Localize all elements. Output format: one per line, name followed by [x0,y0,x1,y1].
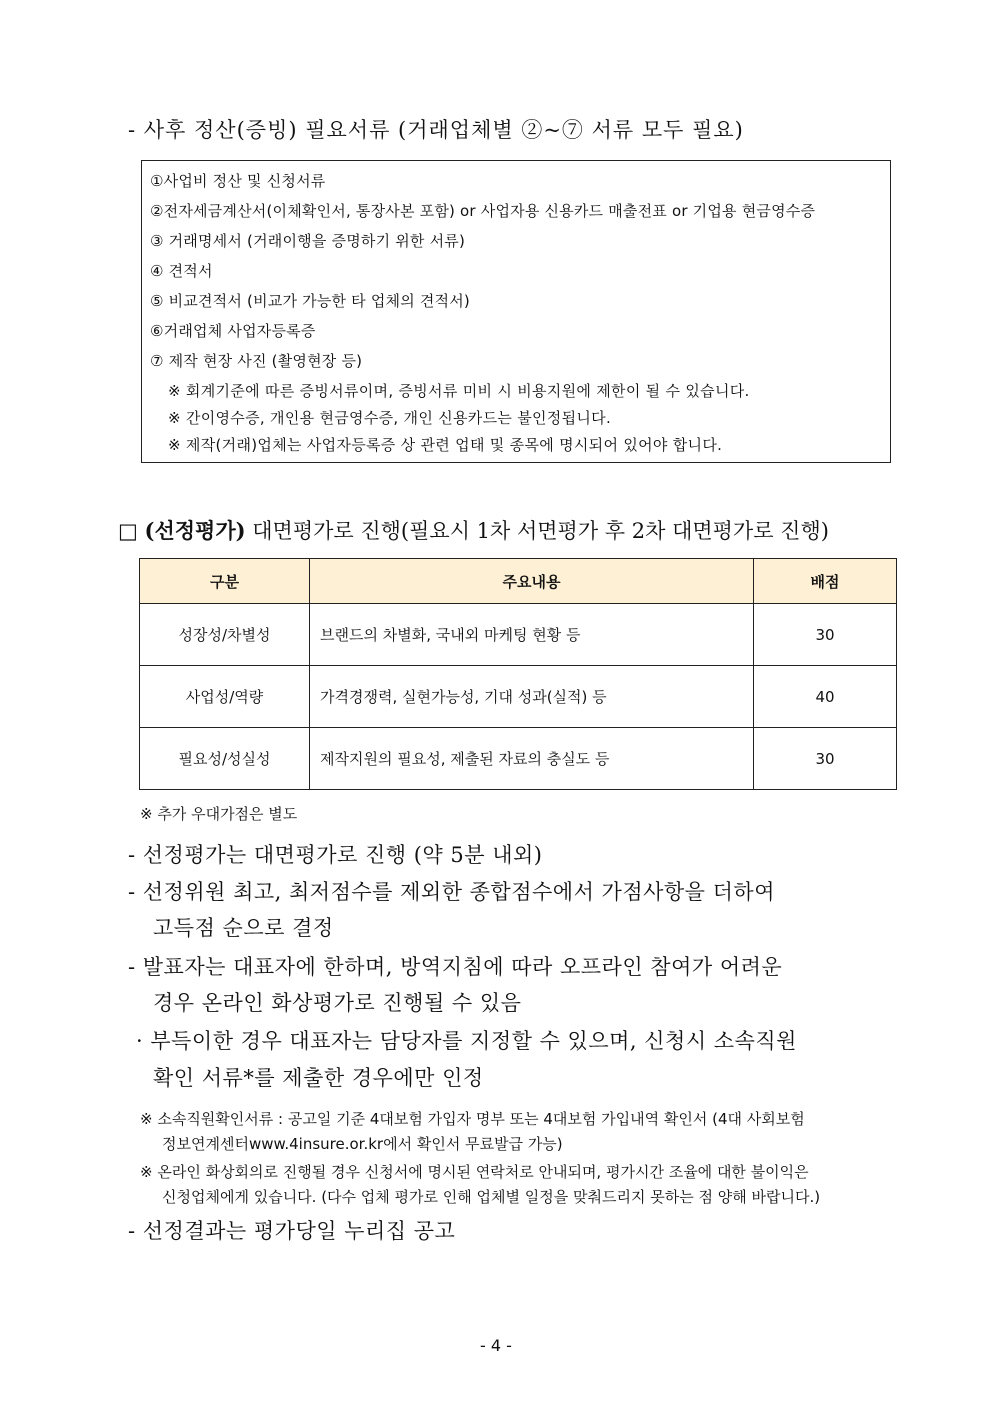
bullet-results: - 선정결과는 평가당일 누리집 공고 [128,1219,456,1243]
footnote-online-cont: 신청업체에게 있습니다. (다수 업체 평가로 인해 업체별 일정을 맞춰드리지 못하는 점 양해 바랍니다.) [162,1188,821,1206]
table-cell-score: 30 [754,604,897,666]
document-note: ※ 회계기준에 따른 증빙서류이며, 증빙서류 미비 시 비용지원에 제한이 될 수 있습니다. [168,382,750,400]
table-cell-score: 40 [754,666,897,728]
document-item: ⑦ 제작 현장 사진 (촬영현장 등) [150,352,363,370]
document-item: ⑥거래업체 사업자등록증 [150,322,316,340]
table-note: ※ 추가 우대가점은 별도 [140,805,298,823]
bullet-scoring-cont: 고득점 순으로 결정 [153,916,334,940]
bullet-presenter-cont: 경우 온라인 화상평가로 진행될 수 있음 [153,991,522,1015]
document-item: ③ 거래명세서 (거래이행을 증명하기 위한 서류) [150,232,466,250]
document-item: ④ 견적서 [150,262,213,280]
table-header-row [140,559,897,604]
footnote-online: ※ 온라인 화상회의로 진행될 경우 신청서에 명시된 연락처로 안내되며, 평가시간 조율에 대한 불이익은 [140,1163,809,1181]
required-documents-box [141,160,891,463]
selection-title-rest: 대면평가로 진행(필요시 1차 서면평가 후 2차 대면평가로 진행) [252,519,829,543]
document-note: ※ 제작(거래)업체는 사업자등록증 상 관련 업태 및 종목에 명시되어 있어야 합니다. [168,436,723,454]
post-settlement-heading: - 사후 정산(증빙) 필요서류 (거래업체별 ②~⑦ 서류 모두 필요) [128,118,744,142]
footnote-staff-docs-cont: 정보연계센터www.4insure.or.kr에서 확인서 무료발급 가능) [162,1135,563,1153]
document-item: ①사업비 정산 및 신청서류 [150,172,326,190]
table-cell-category: 필요성/성실성 [140,728,310,790]
bullet-face-to-face: - 선정평가는 대면평가로 진행 (약 5분 내외) [128,843,543,867]
selection-section-title [118,515,829,545]
table-header-score: 배점 [754,559,897,604]
table-cell-content: 브랜드의 차별화, 국내외 마케팅 현황 등 [310,604,754,666]
table-cell-content: 제작지원의 필요성, 제출된 자료의 충실도 등 [310,728,754,790]
bullet-scoring: - 선정위원 최고, 최저점수를 제외한 종합점수에서 가점사항을 더하여 [128,880,776,904]
bullet-delegate-cont: 확인 서류*를 제출한 경우에만 인정 [153,1066,484,1090]
page-number: - 4 - [480,1336,512,1355]
table-cell-content: 가격경쟁력, 실현가능성, 기대 성과(실적) 등 [310,666,754,728]
bullet-delegate: · 부득이한 경우 대표자는 담당자를 지정할 수 있으며, 신청시 소속직원 [136,1029,797,1053]
document-item: ⑤ 비교견적서 (비교가 가능한 타 업체의 견적서) [150,292,470,310]
document-note: ※ 간이영수증, 개인용 현금영수증, 개인 신용카드는 불인정됩니다. [168,409,612,427]
table-row [140,604,897,666]
selection-title-bold: (선정평가) [144,518,246,543]
table-cell-category: 성장성/차별성 [140,604,310,666]
evaluation-table [139,558,897,790]
table-cell-score: 30 [754,728,897,790]
checkbox-glyph: □ [118,519,138,543]
document-item: ②전자세금계산서(이체확인서, 통장사본 포함) or 사업자용 신용카드 매출전표 or 기업용 현금영수증 [150,202,816,220]
footnote-staff-docs: ※ 소속직원확인서류 : 공고일 기준 4대보험 가입자 명부 또는 4대보험 가입내역 확인서 (4대 사회보험 [140,1110,805,1128]
table-row [140,666,897,728]
bullet-presenter: - 발표자는 대표자에 한하며, 방역지침에 따라 오프라인 참여가 어려운 [128,955,783,979]
table-cell-category: 사업성/역량 [140,666,310,728]
table-header-category: 구분 [140,559,310,604]
table-row [140,728,897,790]
table-header-content: 주요내용 [310,559,754,604]
